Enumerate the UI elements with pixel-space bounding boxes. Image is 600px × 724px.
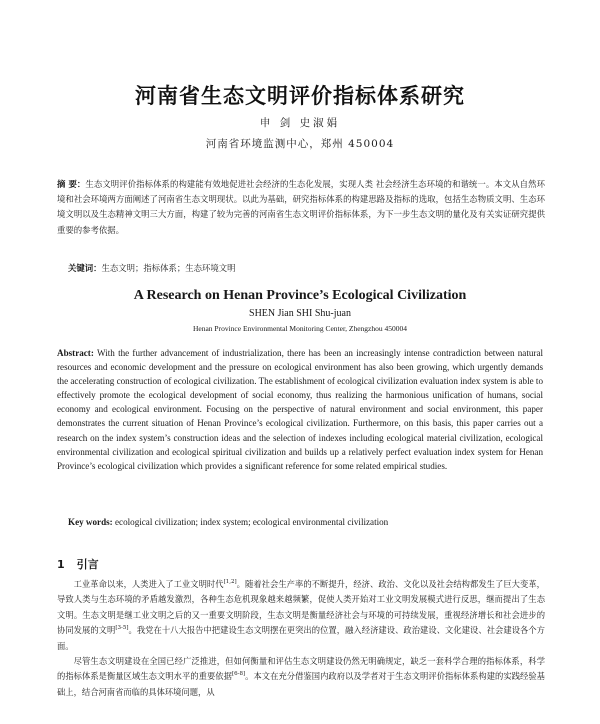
chinese-abstract-text: 生态文明评价指标体系的构建能有效地促进社会经济的生态化发展，实现人类 社会经济生态环境的和谐统一。本文从自然环境和社会环境两方面阐述了河南省生态文明现状。以此为基础，研究指标体系的构建思路及指标的选取，包括生态物质文明、生态环境文明以及生态精神文明三大方面，构建了较为完善的河南省生态文明评价指标体系，为下一步生态文明的量化及有关实证研究提供重要的参考依据。 <box>57 179 545 235</box>
chinese-keywords <box>68 262 548 274</box>
para1-text-b: 。随着社会生产率的不断提升，经济、政治、文化以及社会结构都发生了巨大变革，导致人类与生态环境的矛盾越发激烈，各种生态危机现象越来越频繁，促使人类开始对工业文明发展模式进行反思，继而提出了生态文明。生态文明是继工业文明之后的又一重要文明阶段，生态文明是衡量经济社会与环境的可持续发展，重视经济增长和社会进步的协同发展的文明 <box>57 579 545 636</box>
para1-text-c: 。我党在十八大报告中把建设生态文明摆在更突出的位置，融入经济建设、政治建设、文化建设、社会建设各个方面。 <box>57 625 545 651</box>
chinese-title: 河南省生态文明评价指标体系研究 <box>135 84 465 108</box>
chinese-abstract <box>57 177 545 238</box>
paragraph-1 <box>57 577 545 654</box>
english-keywords-text: ecological civilization; index system; ecological environmental civilization <box>115 517 389 527</box>
english-keywords <box>68 517 548 527</box>
body-text <box>57 577 545 700</box>
chinese-authors: 申 剑 史淑娟 <box>259 117 341 129</box>
section-number: 1 <box>57 558 65 571</box>
chinese-keywords-label: 关键词： <box>68 263 102 273</box>
citation-1: [1,2] <box>223 579 237 586</box>
para2-text-a: 尽管生态文明建设在全国已经广泛推进，但如何衡量和评估生态文明建设仍然无明确规定，缺乏一套科学合理的指标体系，科学的指标体系是衡量区域生态文明水平的重要依据 <box>57 656 545 682</box>
english-abstract-text: With the further advancement of industrialization, there has been an increasingly intense contradiction between natural resources and economic development and the pressure on ecological environment has also been growing, which urgently demands the accelerating construction of ecological civilization. The establishment of ecological civilization evaluation index system is able to effectively promote the ecological development of social economy, thus realizing the harmonious unification of humans, social economy and ecological environment. Focusing on the perspective of natural environment and social environment, this paper demonstrates the current situation of Henan Province’s ecological civilization. Furthermore, on this basis, this paper carries out a research on the index system’s construction ideas and the selection of indexes including ecological material civilization, ecological environmental civilization and ecological spiritual civilization and builds up a relatively perfect evaluation index system for Henan Province’s ecological civilization which provides a significant reference for some related empirical studies. <box>57 348 544 471</box>
para2-text-b: 。本文在充分借鉴国内政府以及学者对于生态文明评价指标体系构建的实践经验基础上，结合河南省而临的具体环境问题，从 <box>57 671 545 697</box>
english-authors: SHEN Jian SHI Shu-juan <box>249 308 351 319</box>
citation-2: [3-5] <box>115 625 129 632</box>
english-abstract <box>57 346 543 473</box>
english-abstract-label: Abstract: <box>57 348 94 358</box>
english-affiliation: Henan Province Environmental Monitoring Center, Zhengzhou 450004 <box>192 324 408 333</box>
paragraph-2 <box>57 654 545 700</box>
chinese-affiliation: 河南省环境监测中心，郑州 450004 <box>205 138 395 150</box>
para1-text-a: 工业革命以来，人类进入了工业文明时代 <box>73 579 224 589</box>
chinese-abstract-label: 摘 要： <box>57 179 86 189</box>
chinese-keywords-text: 生态文明；指标体系；生态环境文明 <box>101 263 236 273</box>
section-heading <box>57 556 99 572</box>
english-title: A Research on Henan Province’s Ecological Civilization <box>133 288 467 303</box>
english-keywords-label: Key words: <box>68 517 113 527</box>
section-title: 引言 <box>76 558 99 571</box>
citation-3: [6-8] <box>231 671 246 678</box>
